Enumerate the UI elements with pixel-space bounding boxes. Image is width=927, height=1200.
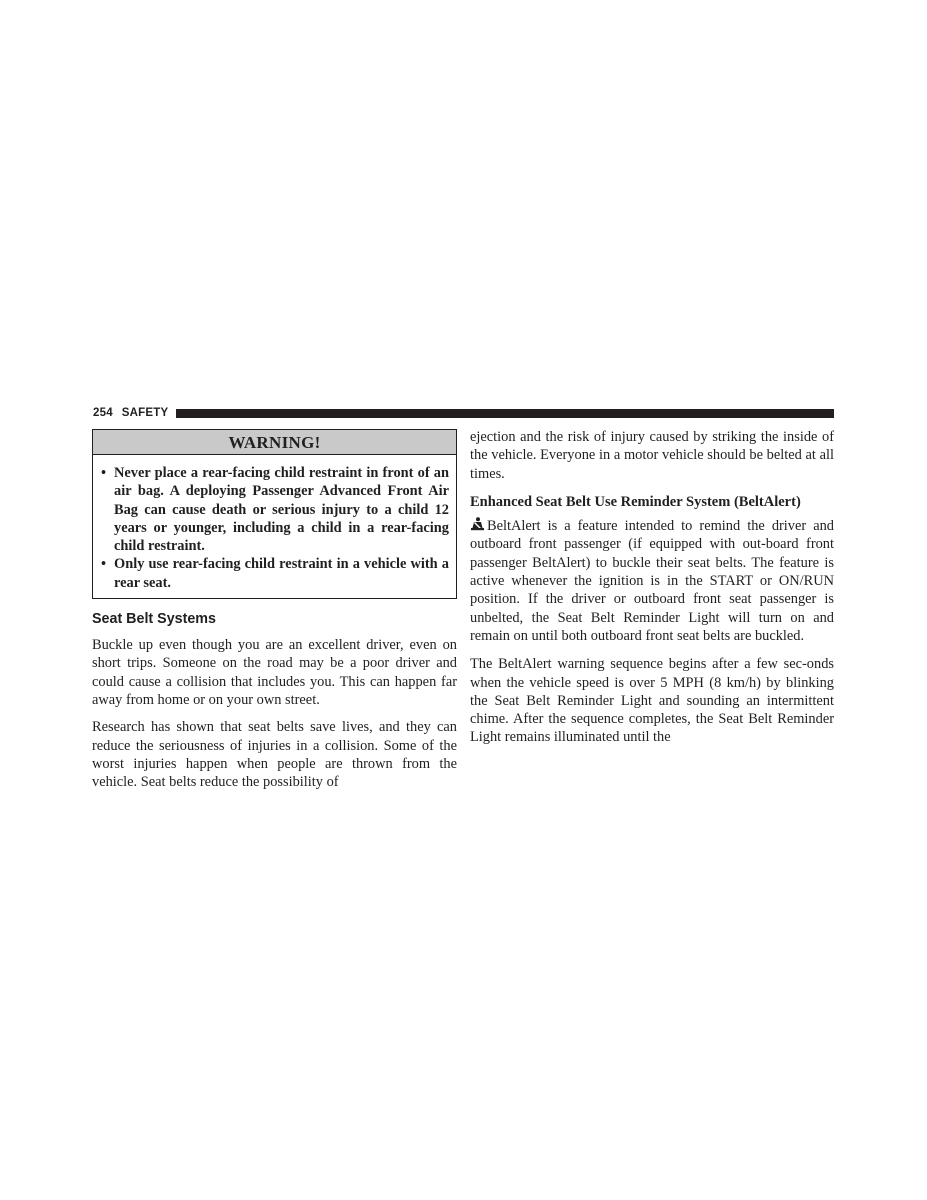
continuation-paragraph: ejection and the risk of injury caused by striking the inside of the vehicle. Everyone in a motor vehicle should be belted at all times. xyxy=(470,429,834,482)
beltalert-text: BeltAlert is a feature intended to remind the driver and outboard front passenger (if equipped with out-board front passenger BeltAlert) to buckle their seat belts. The feature is active whenever the ignition is in the START or ON/RUN position. If the driver or outboard front seat passenger is unbelted, the Seat Belt Reminder Light will turn on and remain on until both outboard front seat belts are buckled. xyxy=(470,518,834,644)
section-title: SAFETY xyxy=(121,407,169,419)
page-header xyxy=(93,406,834,420)
warning-box xyxy=(92,429,457,599)
page-number: 254 xyxy=(93,407,113,419)
seat-belt-systems-heading: Seat Belt Systems xyxy=(92,611,216,628)
warning-title: WARNING! xyxy=(93,430,456,455)
warning-list xyxy=(93,455,456,598)
beltalert-sequence-paragraph: The BeltAlert warning sequence begins after a few sec-onds when the vehicle speed is over 5 MPH (8 km/h) by blinking the Seat Belt Reminder Light and sounding an intermittent chime. After the sequence completes, the Seat Belt Reminder Light remains illuminated until the xyxy=(470,656,834,746)
warning-item: • Only use rear-facing child restraint in a vehicle with a rear seat. xyxy=(101,555,449,592)
seat-belt-reminder-icon xyxy=(470,517,485,531)
right-column xyxy=(470,428,834,757)
header-rule xyxy=(176,409,834,418)
body-paragraph: Buckle up even though you are an excellent driver, even on short trips. Someone on the road may be a poor driver and could cause a collision that includes you. This can happen far away from home or on your own street. xyxy=(92,637,457,708)
warning-item: • Never place a rear-facing child restraint in front of an air bag. A deploying Passenger Advanced Front Air Bag can cause death or serious injury to a child 12 years or younger, including a child in a rear-facing child restraint. xyxy=(101,464,449,555)
beltalert-heading: Enhanced Seat Belt Use Reminder System (BeltAlert) xyxy=(470,493,801,510)
body-paragraph: Research has shown that seat belts save lives, and they can reduce the seriousness of injuries in a collision. Some of the worst injuries happen when people are thrown from the vehicle. Seat belts reduce the possibility of xyxy=(92,719,457,791)
beltalert-paragraph xyxy=(470,517,834,645)
left-column xyxy=(92,428,457,800)
